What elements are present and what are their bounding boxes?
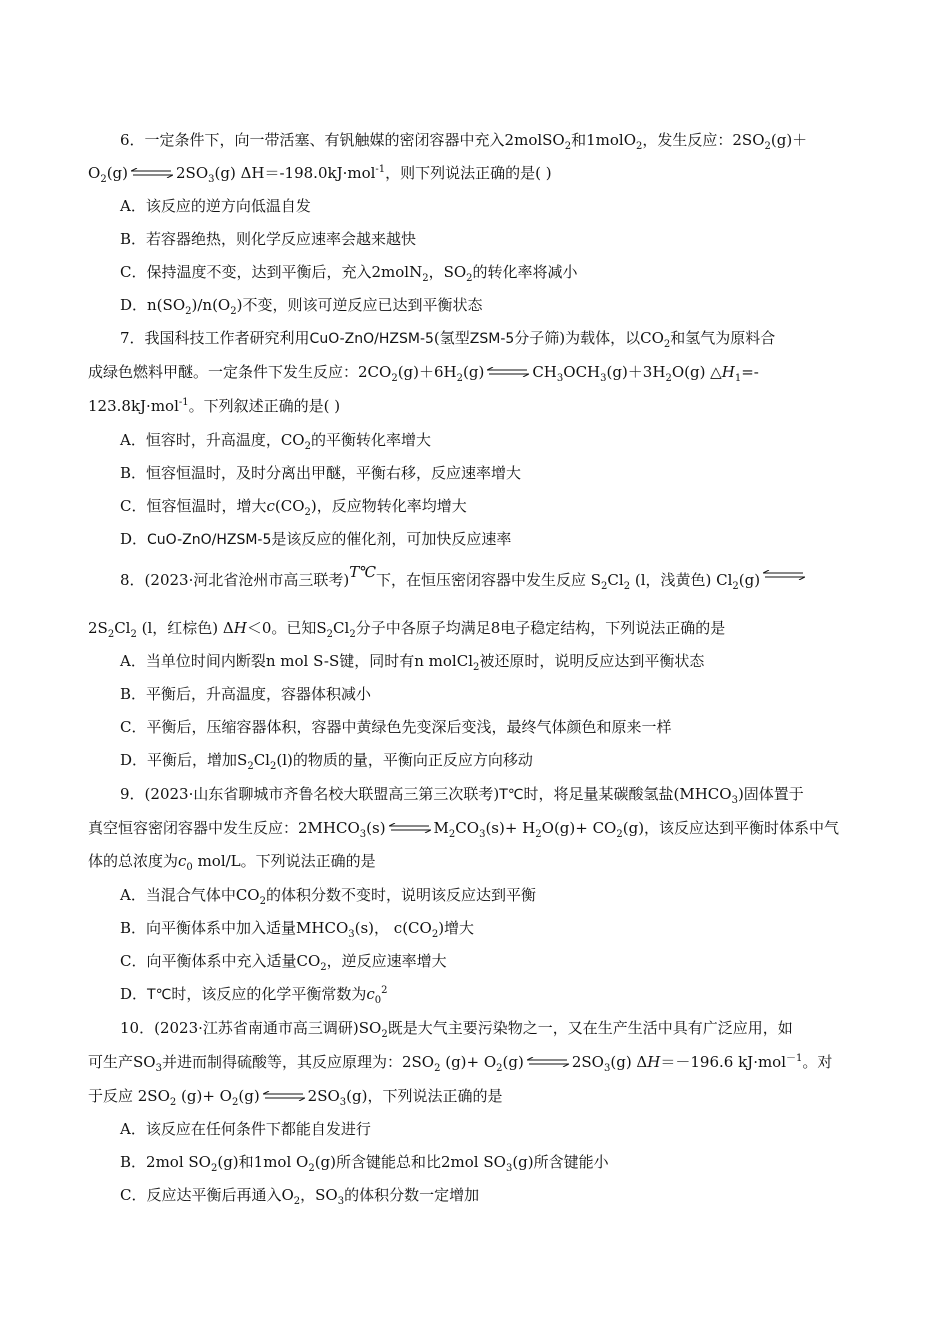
q10-option-c: C．反应达平衡后再通入$O_2$，$SO_3$的体积分数一定增加 (120, 1186, 480, 1207)
q10-stem-line-3: 于反应 $2SO_2$ $(g)+ O_2(g)$ $2SO_3(g)$，下列说法正确的是 (88, 1087, 503, 1108)
q7-stem-line-2: 成绿色燃料甲醚。一定条件下发生反应：$2CO_2(g)+6H_2(g)$ $CH_3OCH_3(g)+3H_2O(g)$ $\triangle H_1=-$ (88, 363, 759, 384)
q8-stem-line-1: 8．(2023·河北省沧州市高三联考)T℃下，在恒压密闭容器中发生反应 $S_2Cl_2$ (l，浅黄色) $Cl_2(g)$ (120, 570, 863, 590)
q6-option-c: C．保持温度不变，达到平衡后，充入2molN$_2$，$SO_2$的转化率将减小 (120, 263, 578, 284)
q6-stem-line-2: $O_2(g)$ $2SO_3(g)$ ΔH＝-198.0kJ·mol$^{-1}$，则下列说法正确的是( ) (88, 164, 552, 185)
q9-option-b: B．向平衡体系中加入适量$MHCO_3(s)$， $c(CO_2)$增大 (120, 919, 475, 940)
q9-option-d: D．T℃时，该反应的化学平衡常数为$c_0^2$ (120, 985, 388, 1006)
equilibrium-arrow-icon (389, 823, 431, 833)
q10-stem-line-1: 10．(2023·江苏省南通市高三调研)$SO_2$既是大气主要污染物之一，又在生产生活中具有广泛应用，如 (120, 1019, 793, 1040)
q8-option-c: C．平衡后，压缩容器体积，容器中黄绿色先变深后变浅，最终气体颜色和原来一样 (120, 718, 672, 736)
q9-stem-line-3: 体的总浓度为$c_0$ mol/L。下列说法正确的是 (88, 852, 376, 873)
q6-option-d: D．$n(SO_2)/n(O_2)$不变，则该可逆反应已达到平衡状态 (120, 296, 483, 317)
q8-stem-line-2: $2S_2Cl_2$ (l，红棕色) ΔH＜0。已知$S_2Cl_2$分子中各原子均满足8电子稳定结构，下列说法正确的是 (88, 619, 726, 640)
q9-stem-line-1: 9．(2023·山东省聊城市齐鲁名校大联盟高三第三次联考)T℃时，将足量某碳酸氢盐$(MHCO_3)$固体置于 (120, 785, 804, 806)
q6-stem-line-1: 6．一定条件下，向一带活塞、有钒触媒的密闭容器中充入2molSO$_2$和1molO$_2$，发生反应：$2SO_2(g)+$ (120, 131, 808, 152)
q9-option-c: C．向平衡体系中充入适量$CO_2$，逆反应速率增大 (120, 952, 447, 973)
q6-option-a: A．该反应的逆方向低温自发 (120, 197, 311, 215)
q7-option-b: B．恒容恒温时，及时分离出甲醚，平衡右移，反应速率增大 (120, 464, 522, 482)
q7-option-c: C．恒容恒温时，增大$c(CO_2)$，反应物转化率均增大 (120, 497, 467, 518)
q8-option-b: B．平衡后，升高温度，容器体积减小 (120, 685, 372, 703)
q6-option-b: B．若容器绝热，则化学反应速率会越来越快 (120, 230, 417, 248)
q9-stem-line-2: 真空恒容密闭容器中发生反应：$2MHCO_3(s)$ $M_2CO_3(s)+ H_2O(g)+ CO_2(g)$，该反应达到平衡时体系中气 (88, 819, 840, 840)
q7-stem-line-1: 7．我国科技工作者研究利用CuO-ZnO/HZSM-5(氢型ZSM-5分子筛)为载体，以$CO_2$和氢气为原料合 (120, 329, 776, 350)
equilibrium-arrow-icon (763, 570, 805, 580)
q9-option-a: A．当混合气体中$CO_2$的体积分数不变时，说明该反应达到平衡 (120, 886, 536, 907)
q10-stem-line-2: 可生产$SO_3$并进而制得硫酸等，其反应原理为：$2SO_2$ $(g)+ O_2(g)$ $2SO_3(g)$ ΔH＝－196.6 kJ·mol$^{-1}$。对 (88, 1053, 833, 1074)
q7-stem-line-3: 123.8kJ·mol$^{-1}$。下列叙述正确的是( ) (88, 397, 341, 415)
q8-option-d: D．平衡后，增加$S_2Cl_2(l)$的物质的量，平衡向正反应方向移动 (120, 751, 533, 772)
equilibrium-arrow-icon (131, 168, 173, 178)
equilibrium-arrow-icon (527, 1057, 569, 1067)
q7-option-a: A．恒容时，升高温度，$CO_2$的平衡转化率增大 (120, 431, 431, 452)
equilibrium-arrow-icon (487, 367, 529, 377)
q10-option-a: A．该反应在任何条件下都能自发进行 (120, 1120, 371, 1138)
equilibrium-arrow-icon (263, 1091, 305, 1101)
q8-option-a: A．当单位时间内断裂n mol S-S键，同时有n molCl$_2$被还原时，说明反应达到平衡状态 (120, 652, 705, 673)
q10-option-b: B．2mol $SO_2(g)$和1mol $O_2(g)$所含键能总和比2mol $SO_3(g)$所含键能小 (120, 1153, 609, 1174)
q7-option-d: D．CuO-ZnO/HZSM-5是该反应的催化剂，可加快反应速率 (120, 530, 512, 548)
